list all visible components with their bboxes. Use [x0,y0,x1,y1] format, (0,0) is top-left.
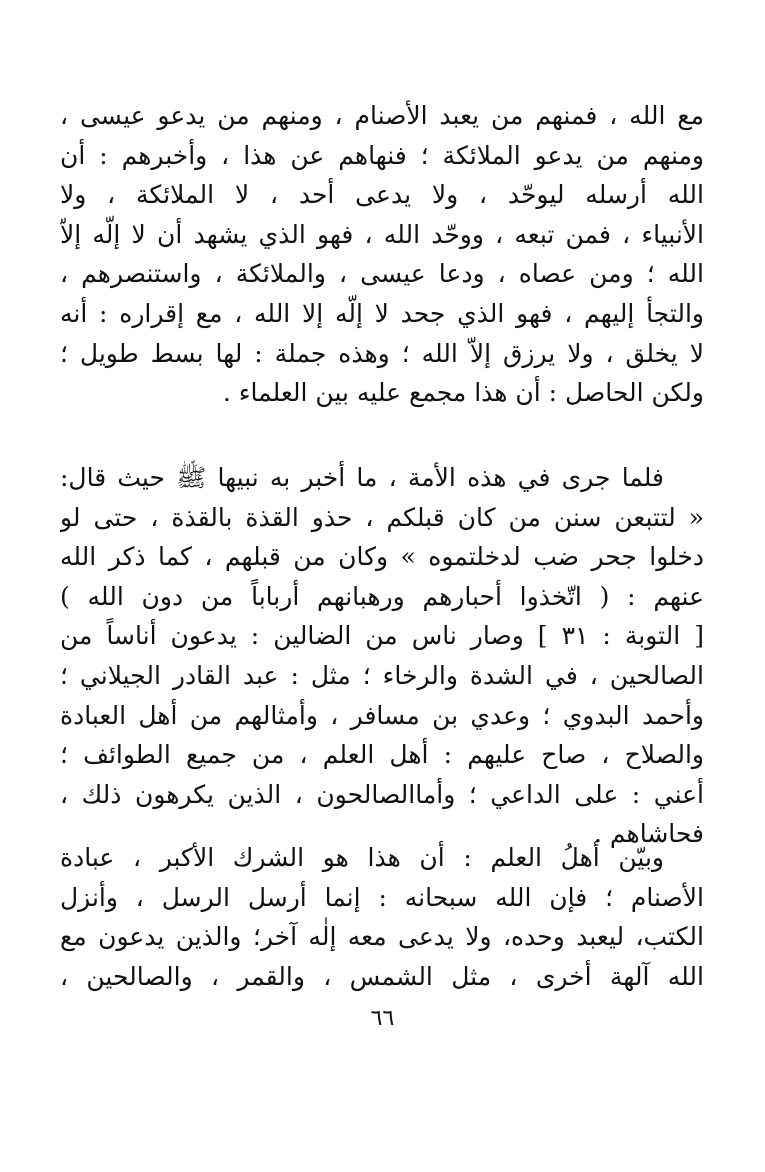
text-line: والتجأ إليهم ، فهو الذي جحد لا إلّه إلا الله ، مع إقراره : أنه [60,298,704,328]
text-line: [ التوبة : ٣١ ] وصار ناس من الضالين : يدعون أناساً من [60,621,704,651]
text-line: لا يخلق ، ولا يرزق إلاّ الله ؛ وهذه جملة : لها بسط طويل ؛ [60,338,704,368]
text-line: والصلاح ، صاح عليهم : أهل العلم ، من جميع الطوائف ؛ [60,740,704,770]
text-line: « لتتبعن سنن من كان قبلكم ، حذو القذة بالقذة ، حتى لو [60,502,704,532]
text-line: عنهم : ( اتّخذوا أحبارهم ورهبانهم أرباباً من دون الله ) [60,581,704,611]
text-line: الصالحين ، في الشدة والرخاء ؛ مثل : عبد القادر الجيلاني ؛ [60,660,704,690]
text-line: الله أرسله ليوحّد ، ولا يدعى أحد ، لا الملائكة ، ولا [60,180,704,210]
text-line: فحاشاهم . [594,819,704,849]
text-line: وأحمد البدوي ؛ وعدي بن مسافر ، وأمثالهم من أهل العبادة [60,700,704,730]
text-line: الكتب، ليعبد وحده، ولا يدعى معه إلٰه آخر؛ والذين يدعون مع [60,922,704,952]
text-line: أعني : على الداعي ؛ وأماالصالحون ، الذين يكرهون ذلك ، [60,779,704,809]
text-line: فلما جرى في هذه الأمة ، ما أخبر به نبيها ﷺ حيث قال: [60,463,664,492]
text-line: الأصنام ؛ فإن الله سبحانه : إنما أرسل الرسل ، وأنزل [60,882,704,912]
text-line: الله آلهة أخرى ، مثل الشمس ، والقمر ، والصالحين ، [60,961,704,991]
page-number: ٦٦ [370,1006,395,1031]
text-line: الأنبياء ، فمن تبعه ، ووحّد الله ، فهو الذي يشهد أن لا إلّه إلاّ [60,219,704,249]
text-line: وبيّن أهلُ العلم : أن هذا هو الشرك الأكبر ، عبادة [60,843,664,872]
paragraph-3 [60,838,704,996]
text-line: دخلوا جحر ضب لدخلتموه » وكان من قبلهم ، كما ذكر الله [60,542,704,572]
text-line: مع الله ، فمنهم من يعبد الأصنام ، ومنهم من يدعو عيسى ، [60,101,704,130]
text-line: ولكن الحاصل : أن هذا مجمع عليه بين العلماء . [222,378,704,408]
paragraph-2 [60,458,704,854]
paragraph-1 [60,96,704,413]
text-line: ومنهم من يدعو الملائكة ؛ فنهاهم عن هذا ، وأخبرهم : أن [60,140,704,170]
text-line: الله ؛ ومن عصاه ، ودعا عيسى ، والملائكة ، واستنصرهم ، [60,259,704,289]
